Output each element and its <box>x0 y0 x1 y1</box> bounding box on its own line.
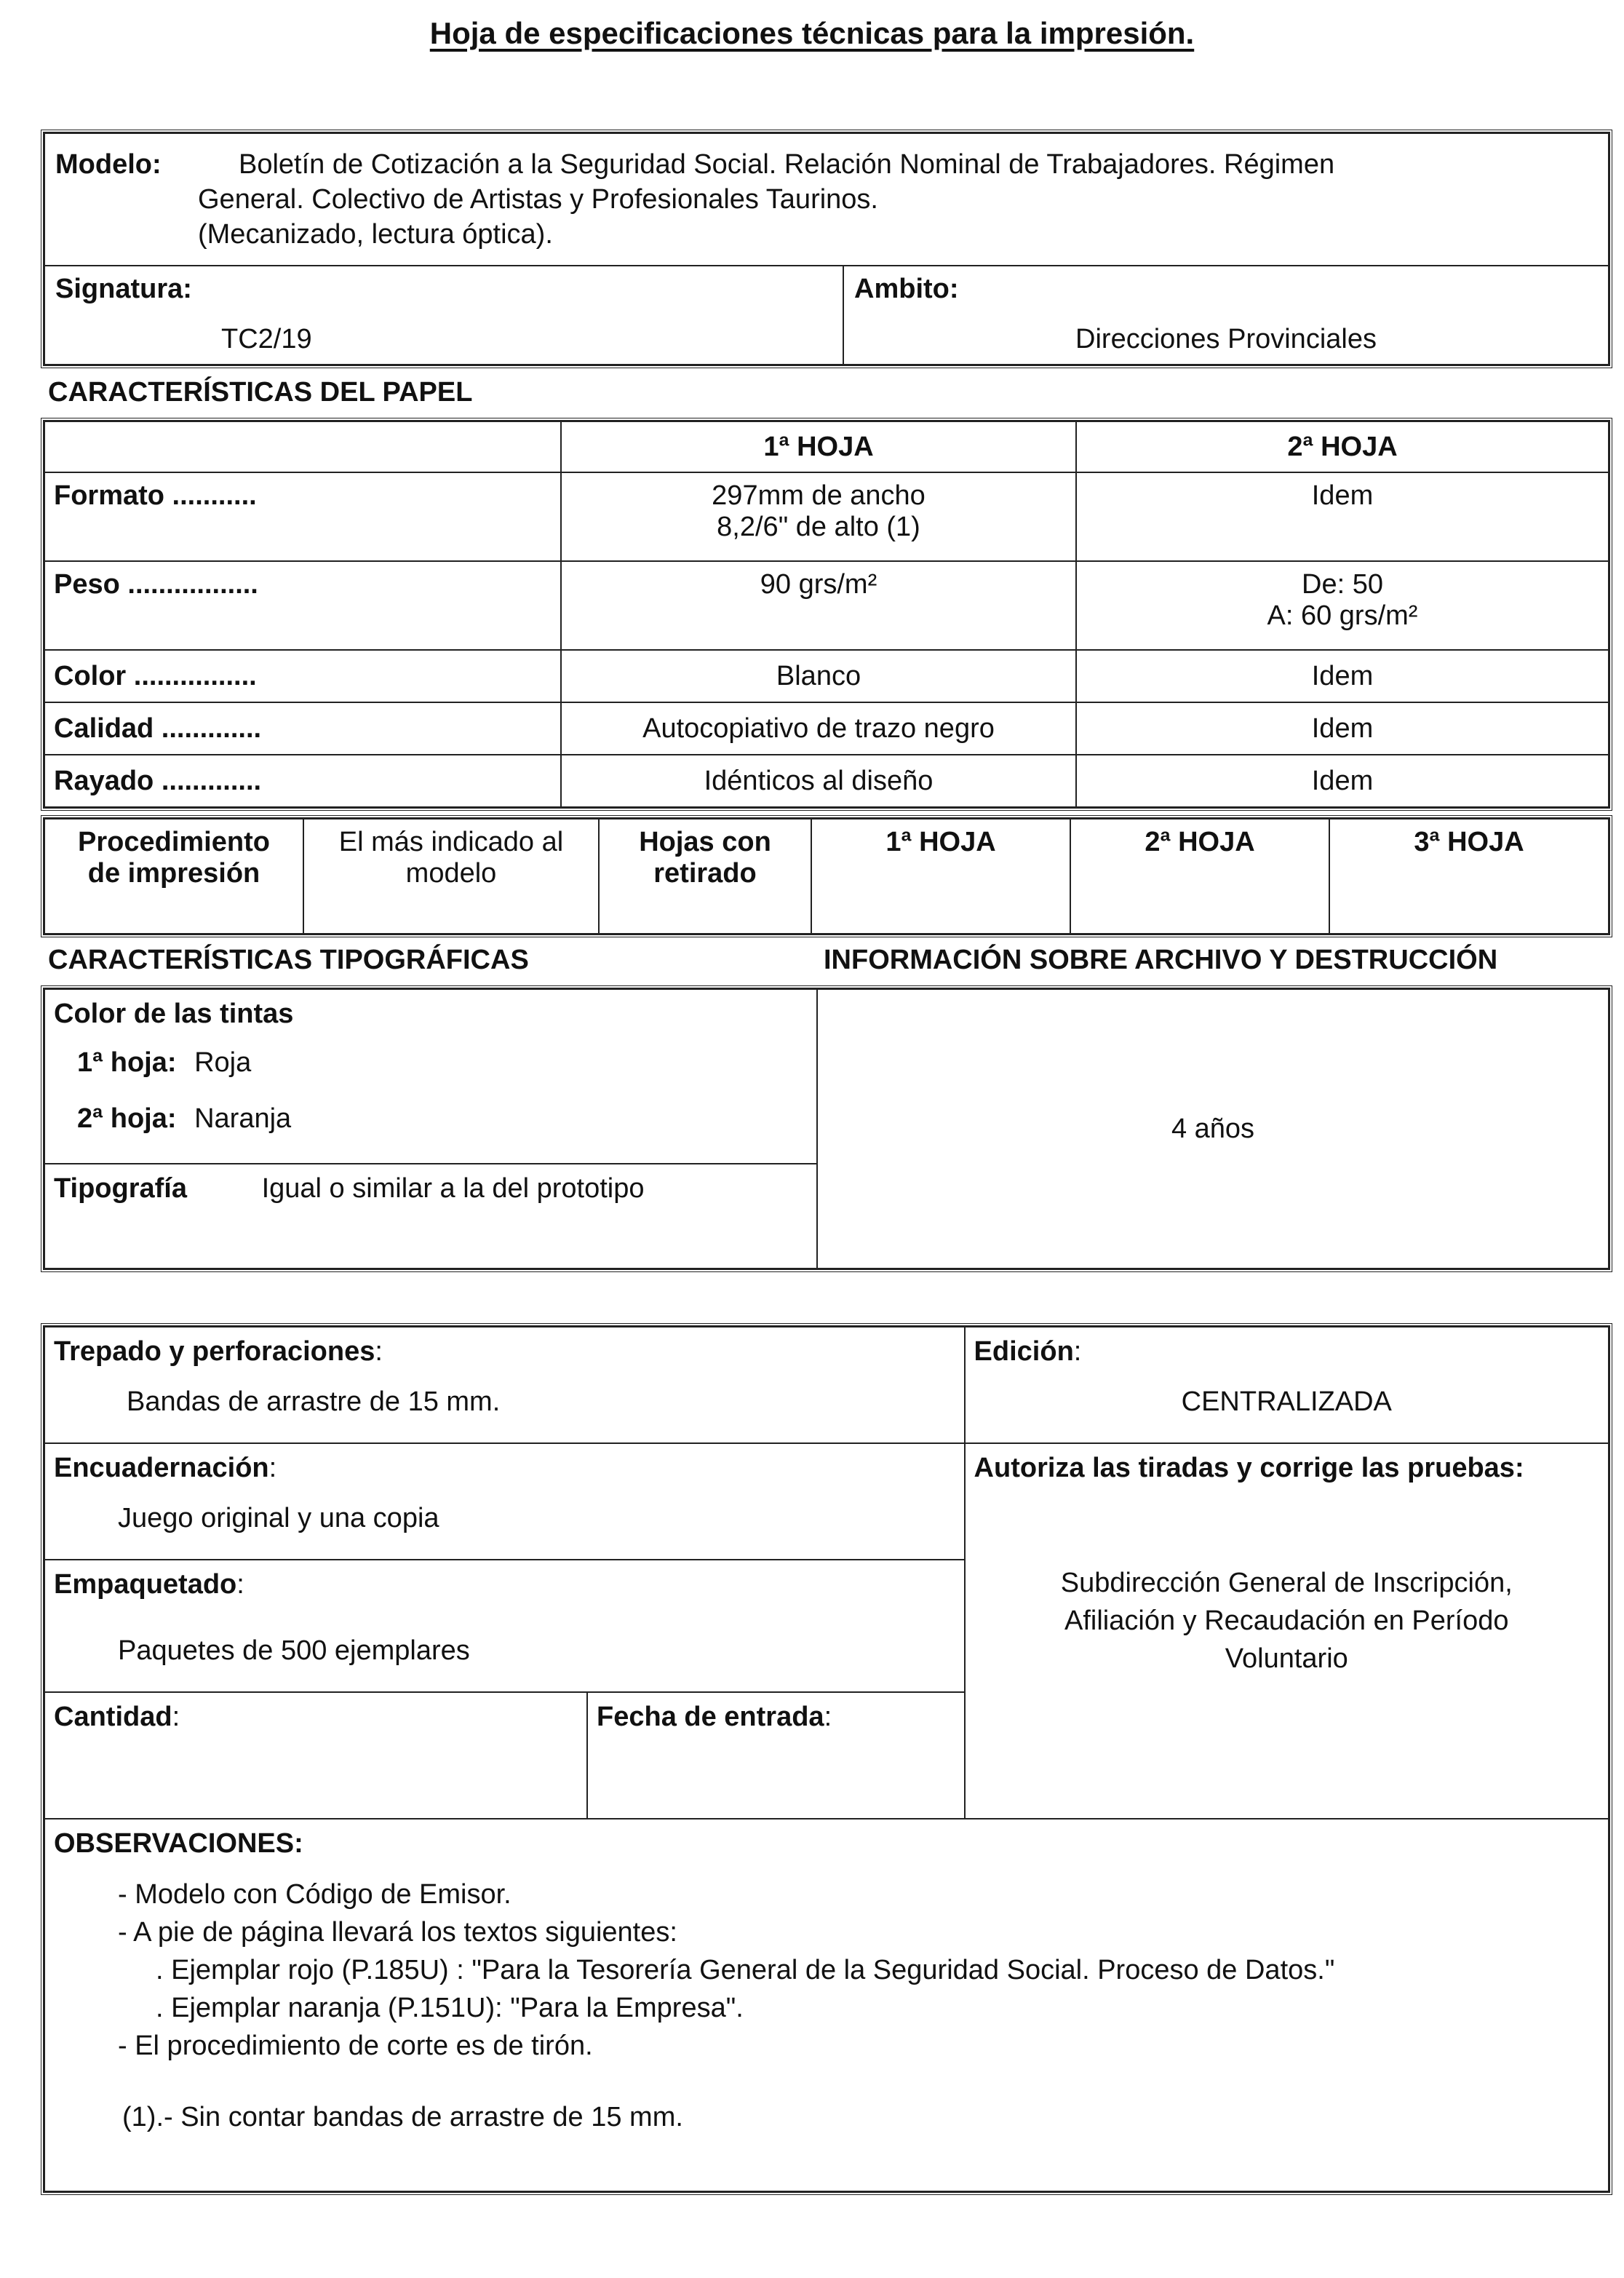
typography-heading: CARACTERÍSTICAS TIPOGRÁFICAS <box>48 945 529 975</box>
observations-label: OBSERVACIONES: <box>54 1828 303 1859</box>
observation-line: - Modelo con Código de Emisor. <box>118 1879 512 1910</box>
procedure-label-line1: Procedimiento <box>78 827 270 857</box>
observation-line: . Ejemplar rojo (P.185U) : "Para la Tesorería General de la Seguridad Social. Proceso de Datos." <box>156 1955 1335 1985</box>
sheet-2-header: 2ª HOJA <box>1070 819 1329 934</box>
entry-date-label: Fecha de entrada <box>597 1702 824 1732</box>
ink1-value: Roja <box>194 1047 252 1078</box>
sheet-3-header: 3ª HOJA <box>1329 819 1609 934</box>
paper-row-h2: Idem <box>1076 702 1609 755</box>
paper-table <box>41 418 1612 811</box>
packing-value: Paquetes de 500 ejemplares <box>118 1635 470 1666</box>
model-cell <box>44 133 1609 266</box>
paper-col2-header: 2ª HOJA <box>1076 421 1609 472</box>
sheets-label <box>599 819 811 934</box>
weight-h2-line2: A: 60 grs/m² <box>1267 600 1418 631</box>
ink2-value: Naranja <box>194 1103 292 1134</box>
authorize-line2: Afiliación y Recaudación en Período <box>1064 1606 1509 1636</box>
paper-heading: CARACTERÍSTICAS DEL PAPEL <box>48 377 473 408</box>
typeface-label: Tipografía <box>54 1173 187 1204</box>
model-line3: (Mecanizado, lectura óptica). <box>198 219 553 250</box>
paper-row-h1: Autocopiativo de trazo negro <box>561 702 1076 755</box>
paper-row-label: Formato ........... <box>44 472 561 561</box>
model-box <box>41 130 1612 368</box>
procedure-label <box>44 819 303 934</box>
perforation-label: Trepado y perforaciones <box>54 1336 375 1367</box>
observation-line: - A pie de página llevará los textos siguientes: <box>118 1917 677 1948</box>
archive-value: 4 años <box>817 989 1609 1269</box>
ink-label: Color de las tintas <box>54 999 294 1029</box>
procedure-value-line2: modelo <box>405 858 497 889</box>
paper-row-h1: 90 grs/m² <box>561 561 1076 650</box>
authorize-cell <box>965 1443 1609 1819</box>
paper-row-h2: Idem <box>1076 650 1609 702</box>
sheets-label-line2: retirado <box>653 858 757 889</box>
ink2-label: 2ª hoja: <box>77 1103 177 1134</box>
paper-row-h1: Idénticos al diseño <box>561 755 1076 807</box>
quantity-label: Cantidad <box>54 1702 172 1732</box>
paper-row-label: Color ................ <box>44 650 561 702</box>
paper-row-h2 <box>1076 561 1609 650</box>
edition-value: CENTRALIZADA <box>1181 1386 1392 1417</box>
packing-label: Empaquetado <box>54 1569 237 1600</box>
binding-cell: Encuadernación: Juego original y una copia <box>44 1443 965 1560</box>
paper-row-h2: Idem <box>1076 472 1609 561</box>
procedure-table <box>41 815 1612 937</box>
format-h1-line2: 8,2/6" de alto (1) <box>717 512 920 542</box>
scope-value: Direcciones Provinciales <box>1075 324 1377 354</box>
paper-row-label: Peso ................. <box>44 561 561 650</box>
paper-row-label: Rayado ............. <box>44 755 561 807</box>
production-box <box>41 1323 1612 2195</box>
edition-label: Edición <box>974 1336 1074 1367</box>
paper-header-blank <box>44 421 561 472</box>
observation-line: - El procedimiento de corte es de tirón. <box>118 2031 593 2061</box>
paper-row-h2: Idem <box>1076 755 1609 807</box>
page-title: Hoja de especificaciones técnicas para la impresión. <box>429 16 1195 50</box>
model-line2: General. Colectivo de Artistas y Profesionales Taurinos. <box>198 184 878 215</box>
archive-heading: INFORMACIÓN SOBRE ARCHIVO Y DESTRUCCIÓN <box>824 945 1498 975</box>
quantity-cell: Cantidad: <box>44 1692 587 1819</box>
authorize-line3: Voluntario <box>1225 1643 1348 1674</box>
paper-col1-header: 1ª HOJA <box>561 421 1076 472</box>
observations-cell <box>44 1819 1609 2191</box>
signature-value: TC2/19 <box>221 324 312 354</box>
sheet-1-header: 1ª HOJA <box>811 819 1070 934</box>
entry-date-cell: Fecha de entrada: <box>587 1692 965 1819</box>
packing-cell: Empaquetado: Paquetes de 500 ejemplares <box>44 1560 965 1692</box>
scope-label: Ambito: <box>854 274 959 304</box>
binding-value: Juego original y una copia <box>118 1503 439 1533</box>
ink1-label: 1ª hoja: <box>77 1047 177 1078</box>
binding-label: Encuadernación <box>54 1453 269 1483</box>
authorize-label: Autoriza las tiradas y corrige las pruebas: <box>974 1453 1524 1483</box>
procedure-label-line2: de impresión <box>87 858 260 889</box>
signature-cell <box>44 266 843 365</box>
observation-line: . Ejemplar naranja (P.151U): "Para la Empresa". <box>156 1993 744 2023</box>
model-line1: Boletín de Cotización a la Seguridad Social. Relación Nominal de Trabajadores. Régimen <box>239 149 1335 180</box>
procedure-value-line1: El más indicado al <box>338 827 564 857</box>
ink-cell <box>44 989 817 1164</box>
paper-row-label: Calidad ............. <box>44 702 561 755</box>
format-h1-line1: 297mm de ancho <box>712 480 926 511</box>
perforation-cell: Trepado y perforaciones: Bandas de arrastre de 15 mm. <box>44 1327 965 1443</box>
signature-label: Signatura: <box>55 274 192 304</box>
typeface-value: Igual o similar a la del prototipo <box>261 1173 645 1204</box>
authorize-line1: Subdirección General de Inscripción, <box>1060 1568 1513 1598</box>
typeface-cell <box>44 1164 817 1269</box>
paper-row-h1: Blanco <box>561 650 1076 702</box>
weight-h2-line1: De: 50 <box>1302 569 1383 600</box>
model-label: Modelo: <box>55 149 162 180</box>
typography-archive-box <box>41 985 1612 1272</box>
sheets-label-line1: Hojas con <box>639 827 771 857</box>
scope-cell <box>843 266 1609 365</box>
perforation-value: Bandas de arrastre de 15 mm. <box>127 1386 501 1417</box>
procedure-value <box>303 819 599 934</box>
edition-cell: Edición: CENTRALIZADA <box>965 1327 1609 1443</box>
observation-note: (1).- Sin contar bandas de arrastre de 15 mm. <box>122 2102 683 2132</box>
paper-row-h1 <box>561 472 1076 561</box>
